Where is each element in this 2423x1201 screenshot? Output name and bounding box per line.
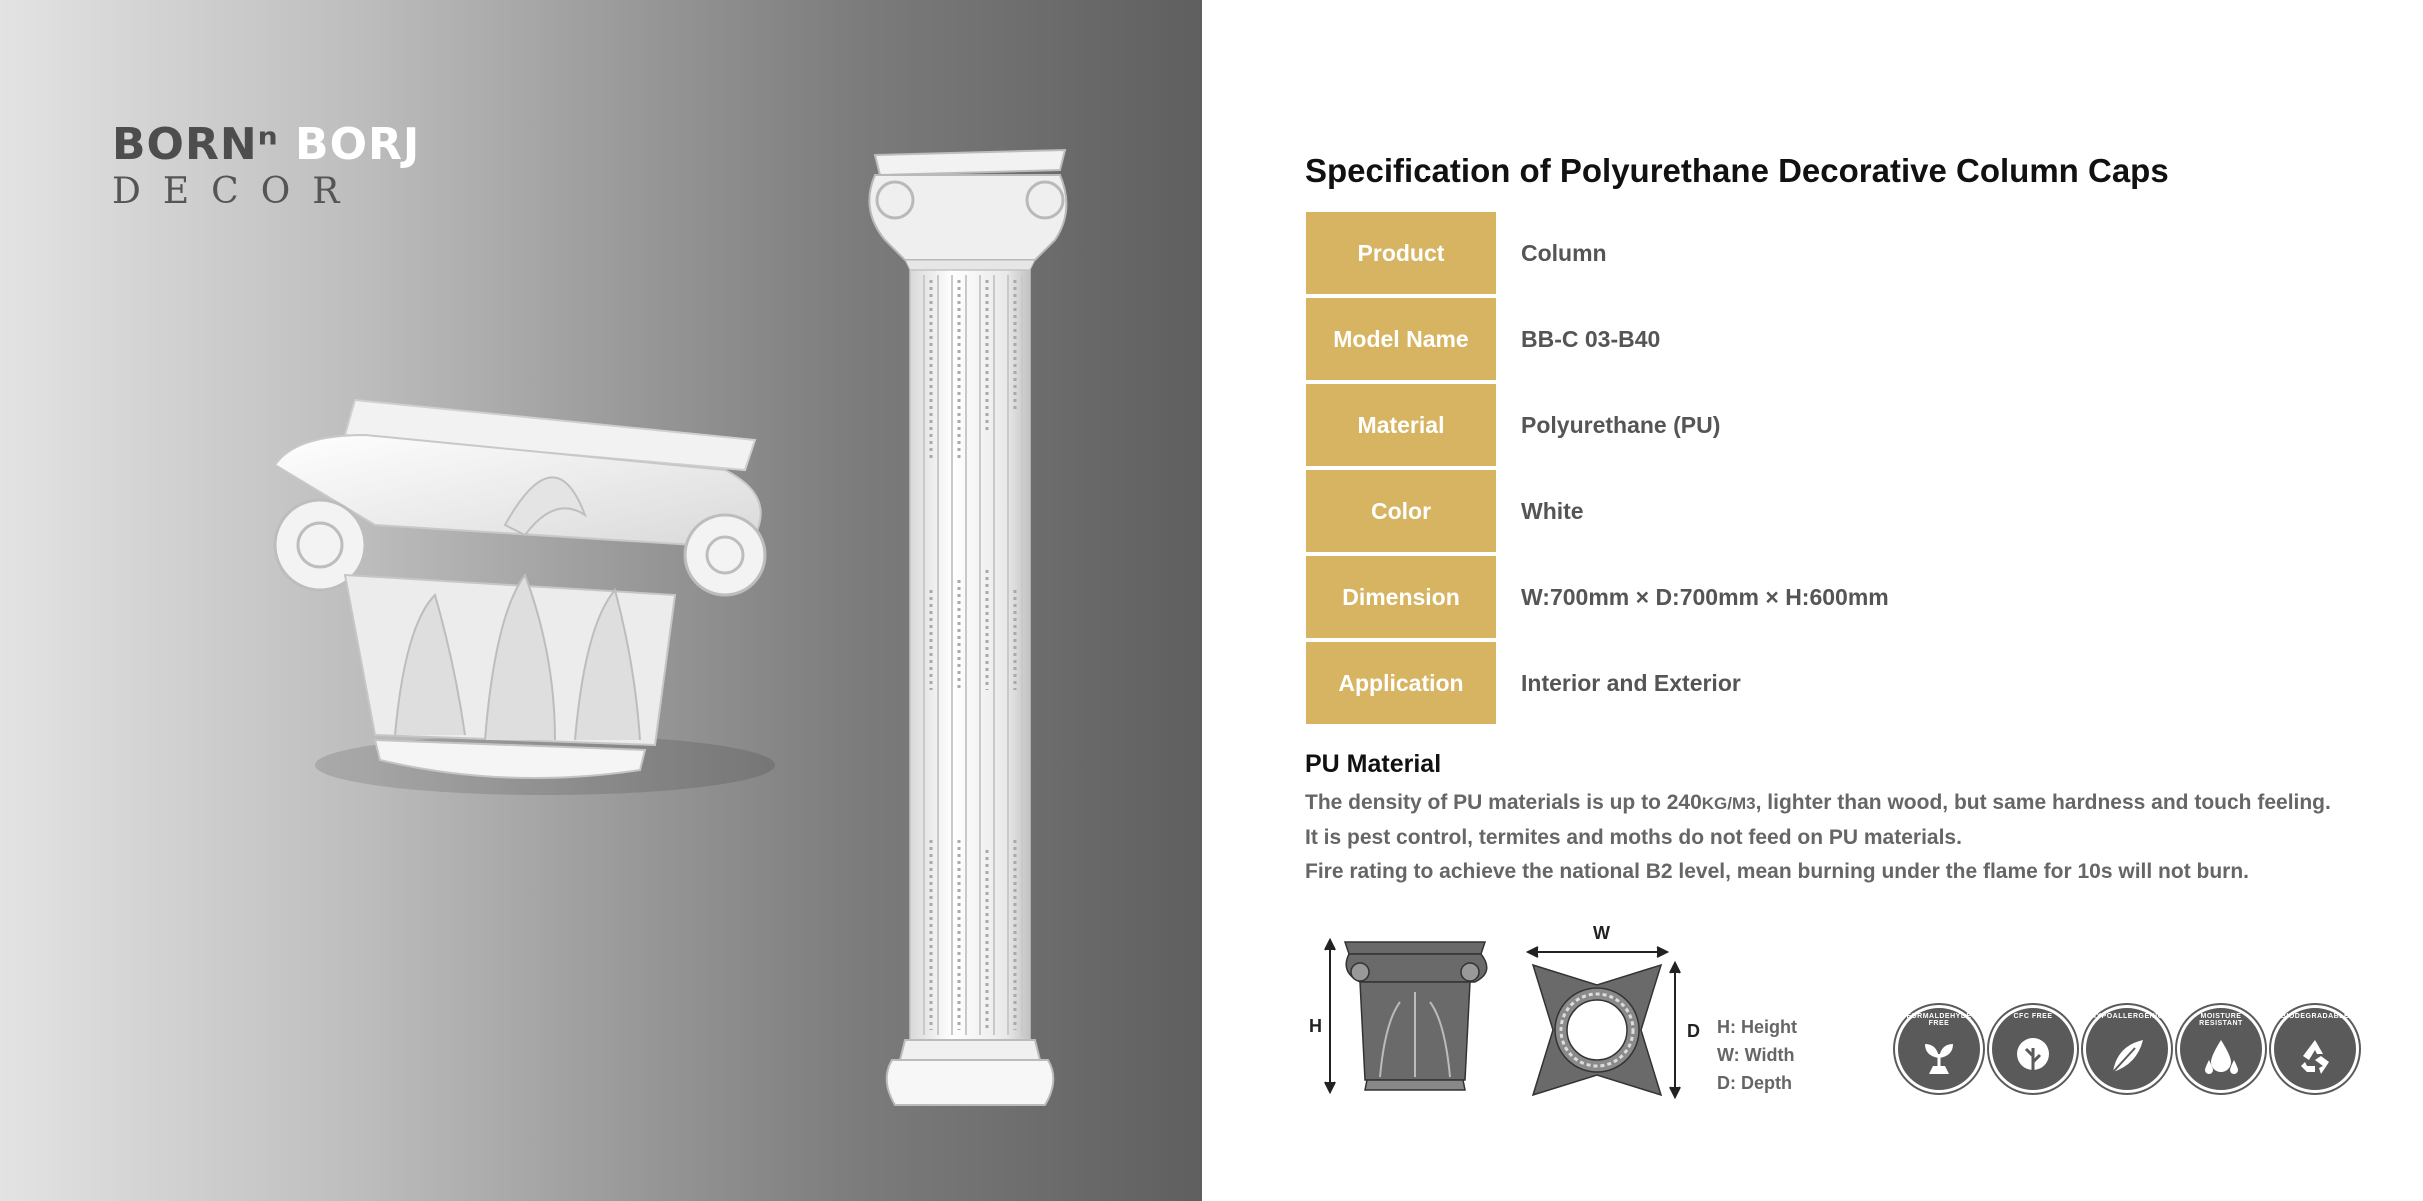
badge-hypoallergenic [2083,1005,2171,1093]
spec-label: Material [1306,382,1496,468]
density-text-end: , lighter than wood, but same hardness and touch feeling. [1755,791,2331,814]
spec-label: Application [1306,640,1496,724]
pu-line-fire: Fire rating to achieve the national B2 level, mean burning under the flame for 10s will not burn. [1305,860,2250,883]
product-photo-panel [0,0,1202,1201]
badge-label: BIODEGRADABLE [2280,1013,2350,1020]
badge-biodegradable [2271,1005,2359,1093]
spec-label: Color [1306,468,1496,554]
plant-icon [1919,1036,1959,1076]
depth-letter: D [1687,1021,1700,1041]
legend-height: H: Height [1717,1017,1797,1037]
height-letter: H [1309,1016,1322,1036]
top-view-diagram [1515,925,1705,1105]
spec-value: Column [1521,239,1607,266]
badge-label: CFC FREE [2013,1013,2053,1020]
spec-label: Dimension [1306,554,1496,640]
feather-icon [2107,1036,2147,1076]
legend-width: W: Width [1717,1045,1795,1065]
spec-row-dimension [1306,554,2206,640]
logo-name-part1: BORN [112,119,258,170]
spec-row-model-name [1306,296,2206,382]
pu-material-heading: PU Material [1305,750,1442,778]
feature-badges [1895,1005,2365,1093]
pu-material-description [1305,786,2331,889]
pu-line-pest: It is pest control, termites and moths do not feed on PU materials. [1305,826,1962,849]
spec-row-product [1306,212,2206,296]
spec-value: Polyurethane (PU) [1496,382,2206,468]
legend-depth: D: Depth [1717,1073,1792,1093]
column-capital-image [255,395,795,795]
badge-moisture-resistant [2177,1005,2265,1093]
badge-label: FORMALDEHYDE FREE [1906,1013,1972,1027]
page-title: Specification of Polyurethane Decorative Column Caps [1305,152,2169,189]
spec-value: Interior and Exterior [1496,640,2206,724]
density-unit: KG/M3 [1701,794,1756,813]
water-drops-icon [2201,1036,2241,1076]
badge-label: HYPOALLERGENIC [2090,1013,2164,1020]
pu-line-density [1305,786,2331,821]
spec-row-color [1306,468,2206,554]
spec-label: Product [1306,212,1496,296]
recycle-icon [2295,1036,2335,1076]
spec-table [1306,212,2206,724]
density-text: The density of PU materials is up to 240 [1305,791,1702,814]
full-column-image [860,130,1080,1120]
front-view-diagram [1305,932,1495,1102]
dimension-legend [1717,1013,1797,1097]
logo-subtitle: DECOR [112,171,362,212]
spec-row-application [1306,640,2206,724]
spec-row-material [1306,382,2206,468]
logo-name-part2: BORJ [295,119,421,170]
badge-cfc-free [1989,1005,2077,1093]
spec-value: BB-C 03-B40 [1496,296,2206,382]
brand-logo [112,119,421,212]
logo-wordmark [112,119,421,170]
tree-icon [2013,1036,2053,1076]
spec-value: W:700mm × D:700mm × H:600mm [1496,554,2206,640]
spec-label: Model Name [1306,296,1496,382]
badge-formaldehyde-free [1895,1005,1983,1093]
badge-label: MOISTURE RESISTANT [2199,1013,2243,1027]
logo-separator: ⁿ [257,119,296,170]
width-letter: W [1593,925,1610,943]
spec-value: White [1496,468,2206,554]
